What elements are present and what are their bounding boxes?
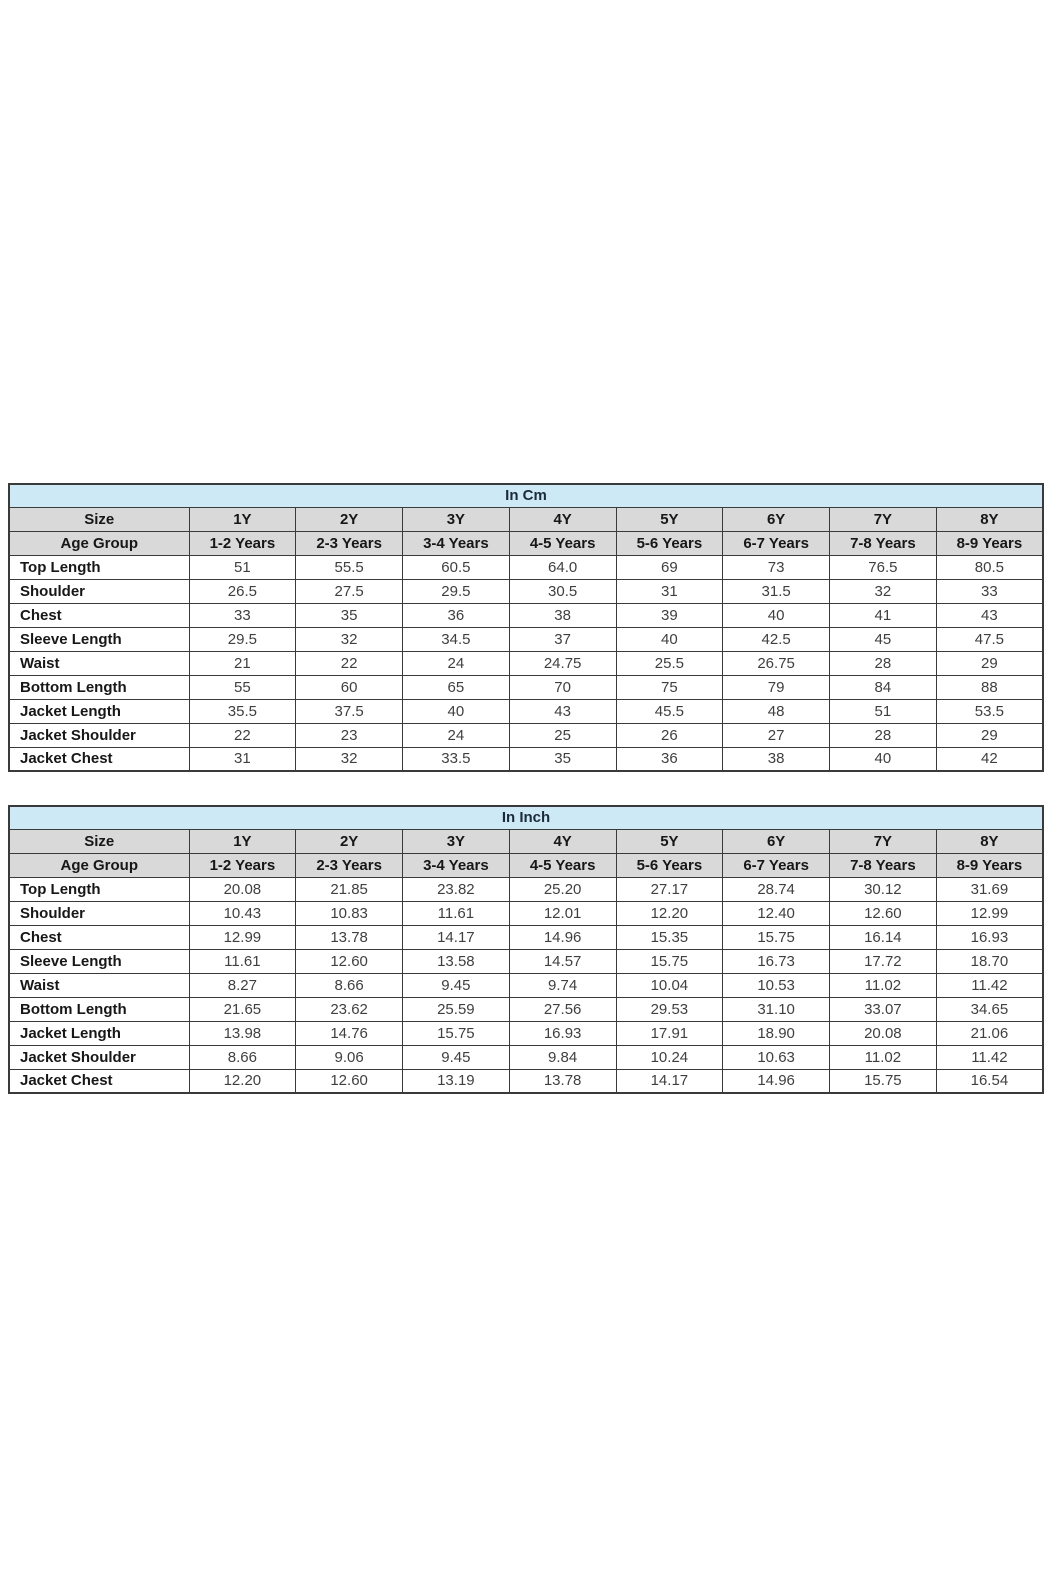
measurement-value: 17.72 — [830, 949, 937, 973]
age-group-header-cell: 5-6 Years — [616, 853, 723, 877]
measurement-label: Top Length — [9, 877, 189, 901]
measurement-value: 10.04 — [616, 973, 723, 997]
size-row-label: Size — [9, 829, 189, 853]
measurement-value: 16.54 — [936, 1069, 1043, 1093]
measurement-value: 13.78 — [509, 1069, 616, 1093]
measurement-value: 24.75 — [509, 651, 616, 675]
measurement-value: 38 — [723, 747, 830, 771]
measurement-value: 75 — [616, 675, 723, 699]
measurement-value: 28.74 — [723, 877, 830, 901]
measurement-value: 55.5 — [296, 555, 403, 579]
measurement-value: 14.96 — [723, 1069, 830, 1093]
measurement-row-bottom-length — [9, 675, 1043, 699]
measurement-value: 88 — [936, 675, 1043, 699]
size-header-cell-2y: 2Y — [296, 829, 403, 853]
age-group-header-cell: 1-2 Years — [189, 853, 296, 877]
measurement-row-chest — [9, 603, 1043, 627]
table-title-row — [9, 806, 1043, 829]
measurement-value: 15.75 — [830, 1069, 937, 1093]
measurement-row-shoulder — [9, 579, 1043, 603]
measurement-label: Sleeve Length — [9, 627, 189, 651]
measurement-value: 30.5 — [509, 579, 616, 603]
age-group-header-cell: 3-4 Years — [403, 853, 510, 877]
size-tables-container — [8, 483, 1042, 1094]
measurement-value: 9.06 — [296, 1045, 403, 1069]
measurement-value: 27.5 — [296, 579, 403, 603]
measurement-value: 9.45 — [403, 973, 510, 997]
measurement-value: 12.99 — [189, 925, 296, 949]
measurement-value: 11.02 — [830, 973, 937, 997]
measurement-label: Chest — [9, 603, 189, 627]
measurement-value: 37 — [509, 627, 616, 651]
size-header-cell-4y: 4Y — [509, 829, 616, 853]
age-group-header-cell: 6-7 Years — [723, 853, 830, 877]
measurement-label: Top Length — [9, 555, 189, 579]
measurement-value: 40 — [403, 699, 510, 723]
measurement-value: 26 — [616, 723, 723, 747]
measurement-value: 60 — [296, 675, 403, 699]
measurement-value: 53.5 — [936, 699, 1043, 723]
age-group-header-cell: 8-9 Years — [936, 853, 1043, 877]
measurement-value: 24 — [403, 723, 510, 747]
measurement-value: 64.0 — [509, 555, 616, 579]
size-header-cell-4y: 4Y — [509, 507, 616, 531]
measurement-value: 16.93 — [936, 925, 1043, 949]
size-table-in-inch — [8, 805, 1044, 1094]
measurement-value: 73 — [723, 555, 830, 579]
measurement-value: 30.12 — [830, 877, 937, 901]
size-header-cell-2y: 2Y — [296, 507, 403, 531]
measurement-value: 23.82 — [403, 877, 510, 901]
measurement-value: 12.99 — [936, 901, 1043, 925]
age-group-row-label: Age Group — [9, 531, 189, 555]
measurement-value: 27 — [723, 723, 830, 747]
table-title: In Cm — [9, 484, 1043, 507]
measurement-value: 34.65 — [936, 997, 1043, 1021]
measurement-value: 55 — [189, 675, 296, 699]
measurement-value: 12.60 — [296, 1069, 403, 1093]
age-group-header-row — [9, 531, 1043, 555]
size-header-cell-8y: 8Y — [936, 829, 1043, 853]
measurement-value: 22 — [189, 723, 296, 747]
measurement-value: 38 — [509, 603, 616, 627]
measurement-value: 14.96 — [509, 925, 616, 949]
measurement-value: 12.60 — [830, 901, 937, 925]
measurement-row-sleeve-length — [9, 949, 1043, 973]
size-header-row — [9, 507, 1043, 531]
measurement-value: 14.17 — [616, 1069, 723, 1093]
measurement-value: 26.5 — [189, 579, 296, 603]
measurement-value: 21.85 — [296, 877, 403, 901]
measurement-value: 33 — [936, 579, 1043, 603]
measurement-row-jacket-shoulder — [9, 723, 1043, 747]
measurement-value: 43 — [936, 603, 1043, 627]
measurement-value: 40 — [723, 603, 830, 627]
measurement-value: 24 — [403, 651, 510, 675]
measurement-value: 20.08 — [830, 1021, 937, 1045]
measurement-value: 10.63 — [723, 1045, 830, 1069]
measurement-value: 27.17 — [616, 877, 723, 901]
measurement-value: 10.43 — [189, 901, 296, 925]
measurement-value: 36 — [616, 747, 723, 771]
measurement-value: 31 — [189, 747, 296, 771]
measurement-value: 12.01 — [509, 901, 616, 925]
measurement-value: 28 — [830, 723, 937, 747]
measurement-value: 25.59 — [403, 997, 510, 1021]
age-group-header-cell: 5-6 Years — [616, 531, 723, 555]
measurement-value: 25 — [509, 723, 616, 747]
size-header-cell-7y: 7Y — [830, 507, 937, 531]
measurement-row-shoulder — [9, 901, 1043, 925]
measurement-value: 21.65 — [189, 997, 296, 1021]
measurement-value: 12.40 — [723, 901, 830, 925]
size-header-cell-5y: 5Y — [616, 507, 723, 531]
age-group-header-cell: 2-3 Years — [296, 853, 403, 877]
measurement-row-top-length — [9, 877, 1043, 901]
age-group-row-label: Age Group — [9, 853, 189, 877]
measurement-value: 33.07 — [830, 997, 937, 1021]
measurement-row-jacket-length — [9, 1021, 1043, 1045]
age-group-header-cell: 4-5 Years — [509, 531, 616, 555]
measurement-value: 13.78 — [296, 925, 403, 949]
size-header-cell-1y: 1Y — [189, 829, 296, 853]
measurement-value: 31.69 — [936, 877, 1043, 901]
measurement-value: 51 — [830, 699, 937, 723]
measurement-value: 33.5 — [403, 747, 510, 771]
measurement-value: 31 — [616, 579, 723, 603]
measurement-value: 13.98 — [189, 1021, 296, 1045]
measurement-value: 11.02 — [830, 1045, 937, 1069]
measurement-value: 29.53 — [616, 997, 723, 1021]
measurement-label: Jacket Length — [9, 699, 189, 723]
measurement-row-jacket-chest — [9, 747, 1043, 771]
measurement-value: 29 — [936, 723, 1043, 747]
measurement-row-sleeve-length — [9, 627, 1043, 651]
measurement-row-top-length — [9, 555, 1043, 579]
measurement-value: 36 — [403, 603, 510, 627]
measurement-value: 20.08 — [189, 877, 296, 901]
measurement-value: 40 — [616, 627, 723, 651]
measurement-row-chest — [9, 925, 1043, 949]
measurement-value: 21 — [189, 651, 296, 675]
measurement-value: 31.10 — [723, 997, 830, 1021]
measurement-value: 31.5 — [723, 579, 830, 603]
measurement-value: 8.66 — [296, 973, 403, 997]
measurement-value: 9.45 — [403, 1045, 510, 1069]
measurement-value: 34.5 — [403, 627, 510, 651]
measurement-label: Jacket Shoulder — [9, 723, 189, 747]
table-title-row — [9, 484, 1043, 507]
measurement-label: Shoulder — [9, 901, 189, 925]
measurement-row-jacket-chest — [9, 1069, 1043, 1093]
measurement-value: 9.84 — [509, 1045, 616, 1069]
measurement-value: 79 — [723, 675, 830, 699]
measurement-value: 27.56 — [509, 997, 616, 1021]
measurement-value: 11.42 — [936, 1045, 1043, 1069]
size-header-cell-6y: 6Y — [723, 507, 830, 531]
measurement-value: 15.75 — [723, 925, 830, 949]
measurement-value: 18.90 — [723, 1021, 830, 1045]
measurement-value: 15.35 — [616, 925, 723, 949]
measurement-label: Jacket Length — [9, 1021, 189, 1045]
measurement-value: 15.75 — [403, 1021, 510, 1045]
measurement-value: 76.5 — [830, 555, 937, 579]
measurement-value: 84 — [830, 675, 937, 699]
measurement-row-jacket-length — [9, 699, 1043, 723]
measurement-label: Shoulder — [9, 579, 189, 603]
measurement-value: 18.70 — [936, 949, 1043, 973]
size-table-in-cm — [8, 483, 1044, 772]
measurement-value: 32 — [296, 627, 403, 651]
measurement-value: 69 — [616, 555, 723, 579]
measurement-value: 11.61 — [189, 949, 296, 973]
measurement-value: 16.73 — [723, 949, 830, 973]
measurement-value: 35 — [509, 747, 616, 771]
measurement-value: 40 — [830, 747, 937, 771]
measurement-value: 23.62 — [296, 997, 403, 1021]
age-group-header-cell: 6-7 Years — [723, 531, 830, 555]
measurement-value: 28 — [830, 651, 937, 675]
measurement-value: 10.83 — [296, 901, 403, 925]
measurement-value: 23 — [296, 723, 403, 747]
measurement-label: Jacket Chest — [9, 747, 189, 771]
measurement-value: 35.5 — [189, 699, 296, 723]
measurement-value: 11.61 — [403, 901, 510, 925]
measurement-value: 42.5 — [723, 627, 830, 651]
age-group-header-cell: 2-3 Years — [296, 531, 403, 555]
measurement-value: 11.42 — [936, 973, 1043, 997]
measurement-label: Bottom Length — [9, 675, 189, 699]
measurement-value: 29.5 — [403, 579, 510, 603]
age-group-header-cell: 7-8 Years — [830, 853, 937, 877]
measurement-value: 39 — [616, 603, 723, 627]
measurement-value: 12.20 — [189, 1069, 296, 1093]
measurement-value: 48 — [723, 699, 830, 723]
measurement-value: 47.5 — [936, 627, 1043, 651]
measurement-value: 65 — [403, 675, 510, 699]
measurement-value: 29.5 — [189, 627, 296, 651]
measurement-label: Jacket Shoulder — [9, 1045, 189, 1069]
measurement-value: 45 — [830, 627, 937, 651]
age-group-header-row — [9, 853, 1043, 877]
measurement-row-jacket-shoulder — [9, 1045, 1043, 1069]
measurement-value: 60.5 — [403, 555, 510, 579]
measurement-value: 32 — [830, 579, 937, 603]
measurement-value: 25.5 — [616, 651, 723, 675]
measurement-label: Jacket Chest — [9, 1069, 189, 1093]
measurement-value: 45.5 — [616, 699, 723, 723]
measurement-value: 35 — [296, 603, 403, 627]
measurement-label: Sleeve Length — [9, 949, 189, 973]
size-header-cell-3y: 3Y — [403, 829, 510, 853]
size-header-cell-5y: 5Y — [616, 829, 723, 853]
measurement-value: 9.74 — [509, 973, 616, 997]
measurement-value: 41 — [830, 603, 937, 627]
measurement-value: 15.75 — [616, 949, 723, 973]
measurement-value: 29 — [936, 651, 1043, 675]
measurement-value: 37.5 — [296, 699, 403, 723]
measurement-value: 13.19 — [403, 1069, 510, 1093]
measurement-value: 16.14 — [830, 925, 937, 949]
size-header-cell-6y: 6Y — [723, 829, 830, 853]
measurement-row-waist — [9, 651, 1043, 675]
measurement-value: 33 — [189, 603, 296, 627]
measurement-value: 12.60 — [296, 949, 403, 973]
age-group-header-cell: 8-9 Years — [936, 531, 1043, 555]
measurement-value: 14.57 — [509, 949, 616, 973]
size-header-row — [9, 829, 1043, 853]
measurement-value: 25.20 — [509, 877, 616, 901]
measurement-row-waist — [9, 973, 1043, 997]
measurement-label: Waist — [9, 973, 189, 997]
measurement-value: 21.06 — [936, 1021, 1043, 1045]
measurement-value: 17.91 — [616, 1021, 723, 1045]
measurement-value: 13.58 — [403, 949, 510, 973]
size-header-cell-3y: 3Y — [403, 507, 510, 531]
measurement-value: 10.53 — [723, 973, 830, 997]
measurement-label: Chest — [9, 925, 189, 949]
measurement-value: 70 — [509, 675, 616, 699]
measurement-value: 10.24 — [616, 1045, 723, 1069]
measurement-value: 14.17 — [403, 925, 510, 949]
measurement-value: 8.27 — [189, 973, 296, 997]
age-group-header-cell: 1-2 Years — [189, 531, 296, 555]
measurement-label: Bottom Length — [9, 997, 189, 1021]
table-title: In Inch — [9, 806, 1043, 829]
measurement-value: 12.20 — [616, 901, 723, 925]
measurement-value: 26.75 — [723, 651, 830, 675]
measurement-value: 22 — [296, 651, 403, 675]
measurement-value: 42 — [936, 747, 1043, 771]
measurement-value: 43 — [509, 699, 616, 723]
size-header-cell-1y: 1Y — [189, 507, 296, 531]
size-row-label: Size — [9, 507, 189, 531]
size-header-cell-7y: 7Y — [830, 829, 937, 853]
age-group-header-cell: 3-4 Years — [403, 531, 510, 555]
measurement-value: 32 — [296, 747, 403, 771]
size-header-cell-8y: 8Y — [936, 507, 1043, 531]
measurement-value: 51 — [189, 555, 296, 579]
measurement-value: 14.76 — [296, 1021, 403, 1045]
measurement-value: 80.5 — [936, 555, 1043, 579]
measurement-label: Waist — [9, 651, 189, 675]
measurement-value: 8.66 — [189, 1045, 296, 1069]
age-group-header-cell: 7-8 Years — [830, 531, 937, 555]
age-group-header-cell: 4-5 Years — [509, 853, 616, 877]
measurement-row-bottom-length — [9, 997, 1043, 1021]
measurement-value: 16.93 — [509, 1021, 616, 1045]
